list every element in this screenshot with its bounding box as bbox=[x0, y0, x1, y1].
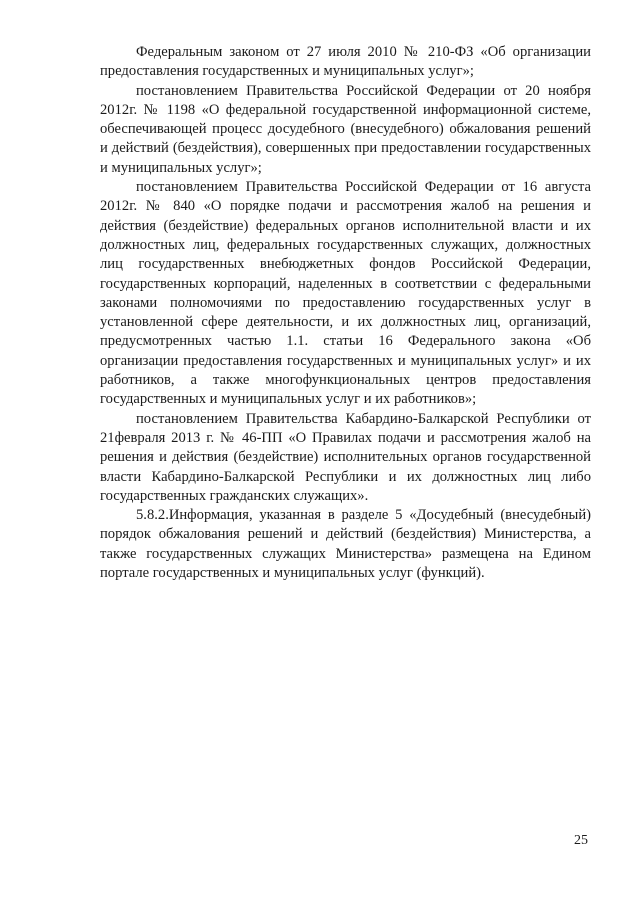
paragraph-resolution-46-pp: постановлением Правительства Кабардино-Балкарской Республики от 21февраля 2013 г. № 46-ПП «О Правилах подачи и рассмотрения жалоб на решения и действия (бездействие) исполнительных органов государственной власти Кабардино-Балкарской Республики и их должностных лиц либо государственных гражданских служащих». bbox=[100, 410, 591, 504]
paragraph-federal-law-210: Федеральным законом от 27 июля 2010 № 210-ФЗ «Об организации предоставления государственных и муниципальных услуг»; bbox=[100, 44, 591, 80]
paragraph-resolution-840: постановлением Правительства Российской Федерации от 16 августа 2012г. № 840 «О порядке подачи и рассмотрения жалоб на решения и действия (бездействие) федеральных органов исполнительной власти и их должностных лиц, федеральных государственных служащих, должностных лиц государственных внебюджетных фондов Российской Федерации, государственных корпораций, наделенных в соответствии с федеральными законами полномочиями по предоставлению государственных услуг в установленной сфере деятельности, и их должностных лиц, организаций, предусмотренных частью 1.1. статьи 16 Федерального закона «Об организации предоставления государственных и муниципальных услуг» и их работников, а также многофункциональных центров предоставления государственных и муниципальных услуг и их работников»; bbox=[100, 179, 591, 408]
page-number: 25 bbox=[574, 833, 588, 848]
paragraph-section-5-8-2: 5.8.2.Информация, указанная в разделе 5 «Досудебный (внесудебный) порядок обжалования решений и действий (бездействия) Министерства, а также государственных служащих Министерства» размещена на Едином портале государственных и муниципальных услуг (функций). bbox=[100, 507, 591, 582]
paragraph-resolution-1198: постановлением Правительства Российской Федерации от 20 ноября 2012г. № 1198 «О федеральной государственной информационной системе, обеспечивающей процесс досудебного (внесудебного) обжалования решений и действий (бездействия), совершенных при предоставлении государственных и муниципальных услуг»; bbox=[100, 82, 591, 176]
document-body bbox=[100, 43, 591, 583]
